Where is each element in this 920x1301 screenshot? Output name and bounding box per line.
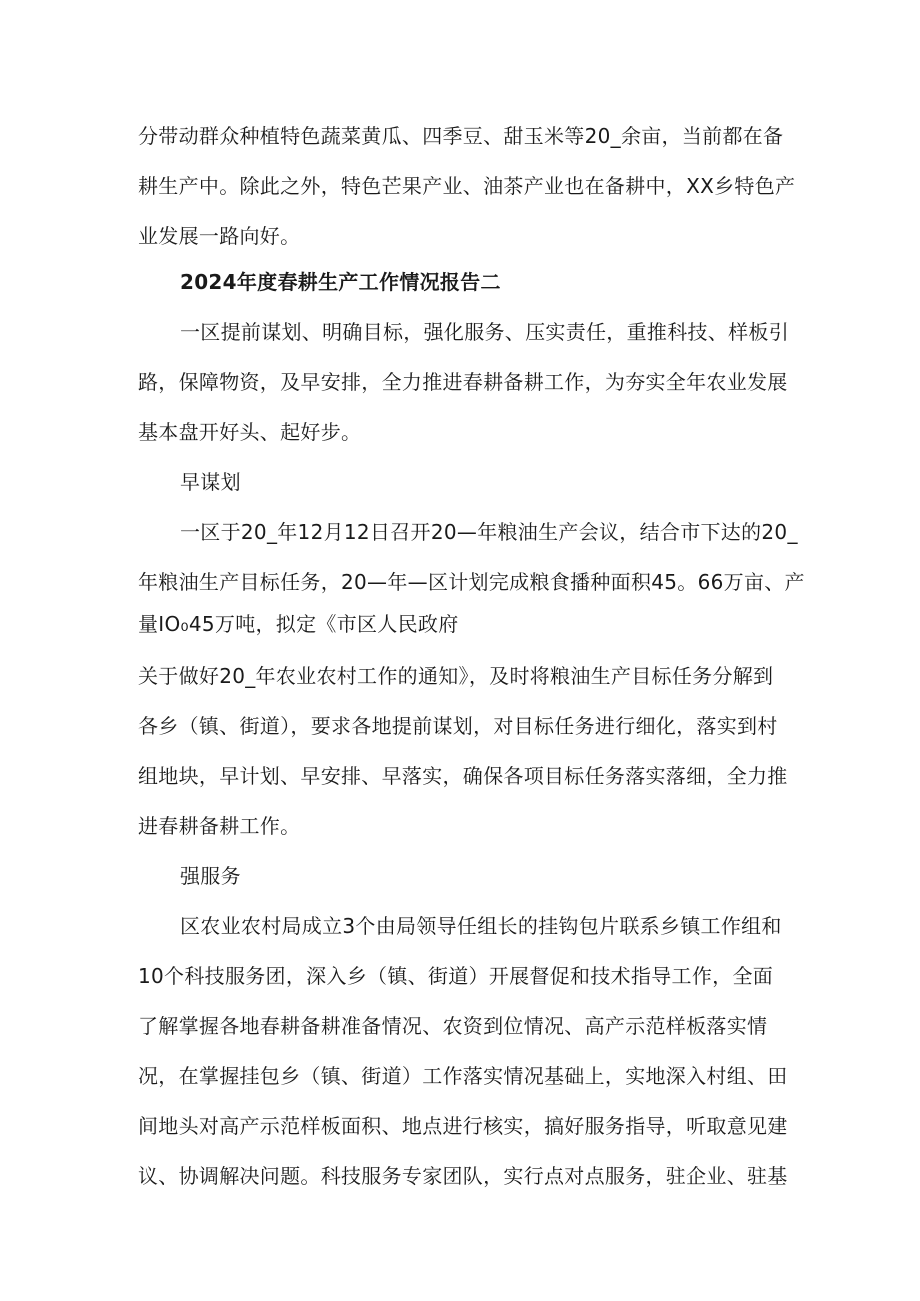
paragraph-line: 一区提前谋划、明确目标，强化服务、压实责任，重推科技、样板引 (180, 320, 789, 344)
paragraph-line: 分带动群众种植特色蔬菜黄瓜、四季豆、甜玉米等20_余亩，当前都在备 (138, 124, 784, 148)
paragraph-line: 了解掌握各地春耕备耕准备情况、农资到位情况、高产示范样板落实情 (138, 1014, 768, 1038)
paragraph-line: 进春耕备耕工作。 (138, 814, 301, 838)
paragraph-line: 议、协调解决问题。科技服务专家团队，实行点对点服务，驻企业、驻基 (138, 1164, 788, 1188)
paragraph-line: 年粮油生产目标任务，20—年—区计划完成粮食播种面积45。66万亩、产 (138, 570, 805, 594)
section-heading: 2024年度春耕生产工作情况报告二 (180, 270, 501, 294)
paragraph-line: 耕生产中。除此之外，特色芒果产业、油茶产业也在备耕中，XX乡特色产 (138, 174, 796, 198)
paragraph-line: 路，保障物资，及早安排，全力推进春耕备耕工作，为夯实全年农业发展 (138, 370, 788, 394)
paragraph-line: 一区于20_年12月12日召开20—年粮油生产会议，结合市下达的20_ (180, 520, 798, 544)
subsection-title: 早谋划 (180, 470, 241, 494)
paragraph-line: 各乡（镇、街道），要求各地提前谋划，对目标任务进行细化，落实到村 (138, 714, 778, 738)
paragraph-line: 况，在掌握挂包乡（镇、街道）工作落实情况基础上，实地深入村组、田 (138, 1064, 788, 1088)
paragraph-line: 量IO₀45万吨，拟定《市区人民政府 (138, 612, 459, 636)
subsection-title: 强服务 (180, 864, 241, 888)
paragraph-line: 10个科技服务团，深入乡（镇、街道）开展督促和技术指导工作，全面 (138, 964, 774, 988)
paragraph-line: 组地块，早计划、早安排、早落实，确保各项目标任务落实落细，全力推 (138, 764, 788, 788)
paragraph-line: 业发展一路向好。 (138, 224, 301, 248)
paragraph-line: 关于做好20_年农业农村工作的通知》，及时将粮油生产目标任务分解到 (138, 664, 774, 688)
paragraph-line: 间地头对高产示范样板面积、地点进行核实，搞好服务指导，听取意见建 (138, 1114, 788, 1138)
paragraph-line: 基本盘开好头、起好步。 (138, 420, 362, 444)
paragraph-line: 区农业农村局成立3个由局领导任组长的挂钩包片联系乡镇工作组和 (180, 914, 782, 938)
